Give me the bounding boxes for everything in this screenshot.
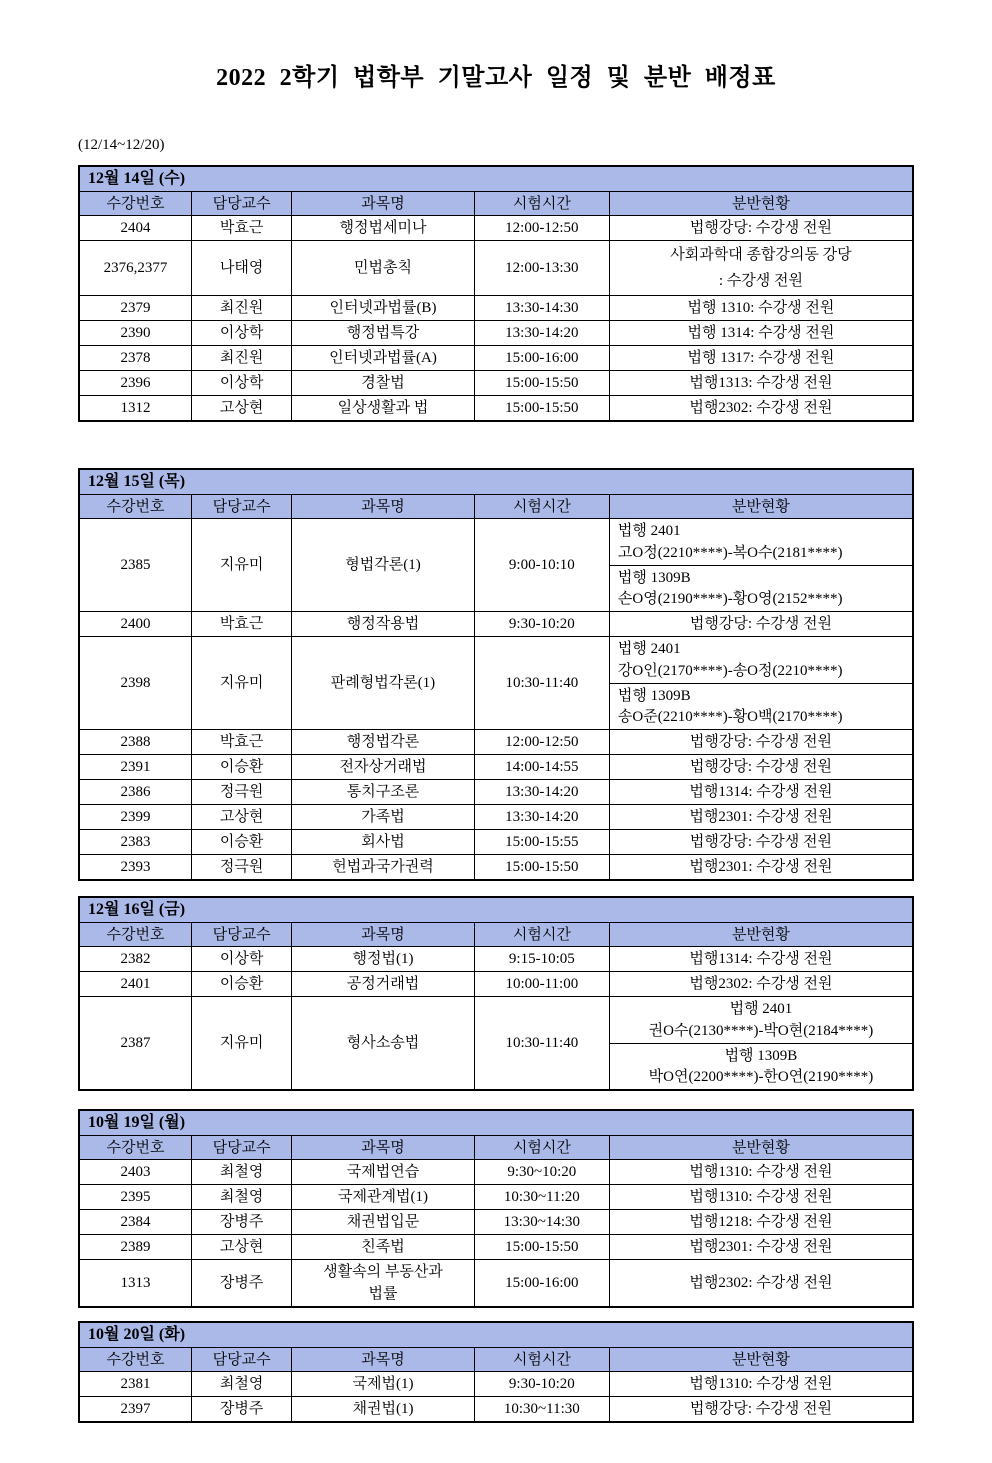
column-header: 분반현황: [609, 1348, 913, 1372]
professor-name: 최철영: [192, 1372, 292, 1397]
subject-name: [292, 1397, 475, 1423]
subject-line: 국제법연습: [346, 1164, 420, 1180]
exam-row: [79, 1185, 913, 1210]
subject-name: [292, 855, 475, 881]
schedule-table-section: [78, 1109, 914, 1308]
column-header: 과목명: [292, 1136, 475, 1160]
exam-time: 9:00-10:10: [474, 519, 609, 612]
course-number: 1313: [79, 1260, 192, 1308]
subject-name: [292, 997, 475, 1091]
assignment-line: 송O준(2210****)-황O백(2170****): [617, 709, 843, 726]
exam-row: [79, 296, 913, 321]
exam-time: 9:30-10:20: [474, 1372, 609, 1397]
column-header: 시험시간: [474, 495, 609, 519]
course-number: 2383: [79, 830, 192, 855]
professor-name: 이상학: [192, 321, 292, 346]
subject-name: [292, 780, 475, 805]
assignment-line: 사회과학대 종합강의동 강당: [670, 247, 852, 263]
exam-time: 15:00-15:50: [474, 396, 609, 422]
assignment-line: 법행 1309B: [617, 687, 691, 704]
schedule-table-section: [78, 896, 914, 1091]
exam-row: [79, 1260, 913, 1308]
assignment-line: 법행강당: 수강생 전원: [689, 220, 832, 236]
assignment-line: 법행2301: 수강생 전원: [689, 809, 833, 825]
header-row: [79, 1136, 913, 1160]
subject-name: [292, 805, 475, 830]
subject-name: [292, 612, 475, 637]
assignment-line: 손O영(2190****)-황O영(2152****): [617, 591, 843, 608]
subject-name: [292, 519, 475, 612]
course-number: 2382: [79, 947, 192, 972]
date-row: [79, 1322, 913, 1348]
document-title: 2022 2학기 법학부 기말고사 일정 및 분반 배정표: [216, 65, 776, 91]
professor-name: 지유미: [192, 519, 292, 612]
subject-line: 가족법: [361, 809, 405, 825]
table-date-label: 12월 14일 (수): [79, 166, 913, 192]
exam-row: [79, 997, 913, 1091]
course-number: 2378: [79, 346, 192, 371]
section-assignment: [609, 241, 913, 296]
subject-line: 행정법각론: [346, 734, 420, 750]
subject-line: 형법각론(1): [345, 557, 421, 573]
course-number: 2396: [79, 371, 192, 396]
exam-row: [79, 612, 913, 637]
exam-row: [79, 216, 913, 241]
section-assignment: [609, 1397, 913, 1423]
schedule-table-section: [78, 468, 914, 881]
course-number: 2390: [79, 321, 192, 346]
assignment-line: 법행강당: 수강생 전원: [689, 834, 832, 850]
assignment-line: 법행 1309B: [724, 1047, 798, 1064]
exam-time: 15:00-15:55: [474, 830, 609, 855]
exam-row: [79, 1160, 913, 1185]
column-header: 수강번호: [79, 495, 192, 519]
assignment-line: 법행강당: 수강생 전원: [689, 759, 832, 775]
assignment-line: 권O수(2130****)-박O현(2184****): [648, 1023, 874, 1039]
header-row: [79, 495, 913, 519]
assignment-line: 법행1310: 수강생 전원: [689, 1189, 833, 1205]
exam-row: [79, 1372, 913, 1397]
assignment-line: 법행강당: 수강생 전원: [689, 616, 832, 632]
column-header: 수강번호: [79, 1136, 192, 1160]
section-assignment: [609, 321, 913, 346]
header-row: [79, 1348, 913, 1372]
exam-time: 15:00-15:50: [474, 1235, 609, 1260]
exam-row: [79, 1235, 913, 1260]
assignment-line: 법행 1310: 수강생 전원: [687, 300, 835, 316]
subject-name: [292, 1235, 475, 1260]
exam-time: 13:30-14:30: [474, 296, 609, 321]
course-number: 2403: [79, 1160, 192, 1185]
assignment-line: 법행 1314: 수강생 전원: [687, 325, 835, 341]
course-number: 2388: [79, 730, 192, 755]
exam-schedule-table: [78, 1321, 914, 1423]
exam-time: 13:30-14:20: [474, 805, 609, 830]
date-range-note: (12/14~12/20): [78, 137, 165, 153]
subject-line: 헌법과국가권력: [332, 859, 434, 875]
assignment-line: 법행1310: 수강생 전원: [689, 1164, 833, 1180]
exam-time: 10:00-11:00: [474, 972, 609, 997]
exam-row: [79, 519, 913, 612]
exam-row: [79, 972, 913, 997]
course-number: 2391: [79, 755, 192, 780]
exam-row: [79, 947, 913, 972]
exam-row: [79, 346, 913, 371]
section-assignment: [609, 805, 913, 830]
exam-row: [79, 830, 913, 855]
date-row: [79, 469, 913, 495]
course-number: 2398: [79, 637, 192, 730]
course-number: 2399: [79, 805, 192, 830]
assignment-part: [610, 637, 912, 683]
exam-time: 10:30~11:20: [474, 1185, 609, 1210]
subject-name: [292, 1260, 475, 1308]
column-header: 수강번호: [79, 923, 192, 947]
header-row: [79, 923, 913, 947]
course-number: 2395: [79, 1185, 192, 1210]
professor-name: 정극원: [192, 855, 292, 881]
exam-time: 12:00-12:50: [474, 216, 609, 241]
subject-line: 민법총칙: [353, 260, 412, 276]
professor-name: 지유미: [192, 997, 292, 1091]
course-number: 2379: [79, 296, 192, 321]
subject-name: [292, 241, 475, 296]
exam-time: 9:30~10:20: [474, 1160, 609, 1185]
section-assignment: [609, 1260, 913, 1308]
course-number: 2393: [79, 855, 192, 881]
professor-name: 이승환: [192, 972, 292, 997]
subject-line: 채권법(1): [352, 1401, 414, 1417]
professor-name: 이상학: [192, 371, 292, 396]
column-header: 과목명: [292, 1348, 475, 1372]
subject-name: [292, 296, 475, 321]
column-header: 과목명: [292, 923, 475, 947]
section-assignment: [609, 519, 913, 612]
subject-name: [292, 346, 475, 371]
date-row: [79, 166, 913, 192]
exam-time: 9:15-10:05: [474, 947, 609, 972]
subject-line: 판례형법각론(1): [330, 675, 436, 691]
subject-name: [292, 1160, 475, 1185]
assignment-line: 고O정(2210****)-복O수(2181****): [617, 545, 843, 561]
course-number: 2381: [79, 1372, 192, 1397]
assignment-part: [610, 565, 912, 611]
assignment-line: 법행강당: 수강생 전원: [689, 734, 832, 750]
professor-name: 최진원: [192, 296, 292, 321]
assignment-line: 법행2302: 수강생 전원: [689, 976, 833, 992]
column-header: 시험시간: [474, 1348, 609, 1372]
course-number: 2389: [79, 1235, 192, 1260]
assignment-line: 법행2301: 수강생 전원: [689, 859, 833, 875]
exam-row: [79, 371, 913, 396]
subject-line: 인터넷과법률(A): [329, 350, 437, 366]
professor-name: 이승환: [192, 830, 292, 855]
section-assignment: [609, 972, 913, 997]
subject-name: [292, 972, 475, 997]
subject-line: 인터넷과법률(B): [329, 300, 437, 316]
exam-row: [79, 321, 913, 346]
exam-time: 10:30-11:40: [474, 637, 609, 730]
column-header: 수강번호: [79, 1348, 192, 1372]
professor-name: 장병주: [192, 1260, 292, 1308]
subject-name: [292, 947, 475, 972]
exam-time: 15:00-15:50: [474, 855, 609, 881]
exam-schedule-table: [78, 896, 914, 1091]
assignment-line: 법행 2401: [729, 1001, 793, 1017]
exam-time: 10:30~11:30: [474, 1397, 609, 1423]
exam-schedule-table: [78, 468, 914, 881]
subject-line: 일상생활과 법: [337, 400, 429, 416]
subject-name: [292, 1372, 475, 1397]
professor-name: 지유미: [192, 637, 292, 730]
professor-name: 고상현: [192, 396, 292, 422]
exam-time: 13:30-14:20: [474, 780, 609, 805]
column-header: 시험시간: [474, 923, 609, 947]
exam-row: [79, 730, 913, 755]
subject-line: 행정법특강: [346, 325, 420, 341]
subject-name: [292, 396, 475, 422]
course-number: 2384: [79, 1210, 192, 1235]
section-assignment: [609, 396, 913, 422]
subject-line: 국제관계법(1): [338, 1189, 428, 1205]
header-row: [79, 192, 913, 216]
subject-line: 전자상거래법: [339, 759, 427, 775]
course-number: 2404: [79, 216, 192, 241]
course-number: 2400: [79, 612, 192, 637]
professor-name: 박효근: [192, 730, 292, 755]
column-header: 시험시간: [474, 1136, 609, 1160]
exam-row: [79, 637, 913, 730]
exam-time: 13:30~14:30: [474, 1210, 609, 1235]
section-assignment: [609, 755, 913, 780]
exam-row: [79, 855, 913, 881]
course-number: 2376,2377: [79, 241, 192, 296]
section-assignment: [609, 1185, 913, 1210]
assignment-line: 강O인(2170****)-송O정(2210****): [617, 663, 843, 679]
section-assignment: [609, 612, 913, 637]
section-assignment: [609, 1210, 913, 1235]
course-number: 2397: [79, 1397, 192, 1423]
date-row: [79, 897, 913, 923]
course-number: 2401: [79, 972, 192, 997]
assignment-line: 법행1313: 수강생 전원: [689, 375, 833, 391]
column-header: 수강번호: [79, 192, 192, 216]
section-assignment: [609, 637, 913, 730]
date-row: [79, 1110, 913, 1136]
column-header: 시험시간: [474, 192, 609, 216]
exam-row: [79, 805, 913, 830]
subject-name: [292, 1185, 475, 1210]
assignment-part: [610, 1043, 912, 1089]
course-number: 2386: [79, 780, 192, 805]
professor-name: 최철영: [192, 1160, 292, 1185]
exam-time: 15:00-16:00: [474, 1260, 609, 1308]
subject-line: 행정법(1): [352, 951, 414, 967]
assignment-part: [610, 997, 912, 1043]
assignment-line: 법행 1309B: [617, 569, 691, 586]
section-assignment: [609, 216, 913, 241]
subject-name: [292, 637, 475, 730]
section-assignment: [609, 1372, 913, 1397]
subject-name: [292, 730, 475, 755]
assignment-part: [610, 519, 912, 565]
section-assignment: [609, 1160, 913, 1185]
assignment-line: 법행1314: 수강생 전원: [689, 784, 833, 800]
assignment-part: [610, 683, 912, 729]
schedule-table-section: [78, 165, 914, 422]
assignment-line: 법행강당: 수강생 전원: [689, 1401, 832, 1417]
subject-line: 행정작용법: [346, 616, 420, 632]
subject-name: [292, 371, 475, 396]
assignment-line: 박O연(2200****)-한O연(2190****): [648, 1069, 874, 1086]
subject-name: [292, 755, 475, 780]
column-header: 과목명: [292, 192, 475, 216]
assignment-line: 법행 1317: 수강생 전원: [687, 350, 835, 366]
column-header: 과목명: [292, 495, 475, 519]
section-assignment: [609, 296, 913, 321]
assignment-line: 법행1218: 수강생 전원: [689, 1214, 833, 1230]
course-number: 2387: [79, 997, 192, 1091]
professor-name: 박효근: [192, 612, 292, 637]
subject-line: 회사법: [361, 834, 405, 850]
column-header: 담당교수: [192, 495, 292, 519]
assignment-line: : 수강생 전원: [718, 273, 803, 289]
subject-line: 행정법세미나: [339, 220, 427, 236]
section-assignment: [609, 855, 913, 881]
professor-name: 최철영: [192, 1185, 292, 1210]
assignment-line: 법행 2401: [617, 523, 681, 539]
assignment-line: 법행 2401: [617, 641, 681, 657]
professor-name: 장병주: [192, 1397, 292, 1423]
section-assignment: [609, 947, 913, 972]
table-date-label: 10월 20일 (화): [79, 1322, 913, 1348]
column-header: 분반현황: [609, 1136, 913, 1160]
professor-name: 최진원: [192, 346, 292, 371]
schedule-tables: [78, 165, 914, 1423]
column-header: 분반현황: [609, 923, 913, 947]
column-header: 담당교수: [192, 1136, 292, 1160]
subject-line: 생활속의 부동산과: [323, 1264, 443, 1280]
assignment-line: 법행2302: 수강생 전원: [689, 1275, 833, 1291]
exam-time: 15:00-16:00: [474, 346, 609, 371]
exam-time: 9:30-10:20: [474, 612, 609, 637]
table-date-label: 10월 19일 (월): [79, 1110, 913, 1136]
professor-name: 박효근: [192, 216, 292, 241]
exam-time: 12:00-12:50: [474, 730, 609, 755]
subject-name: [292, 830, 475, 855]
exam-time: 14:00-14:55: [474, 755, 609, 780]
exam-schedule-table: [78, 1109, 914, 1308]
exam-time: 12:00-13:30: [474, 241, 609, 296]
column-header: 담당교수: [192, 923, 292, 947]
subject-name: [292, 216, 475, 241]
subject-line: 경찰법: [361, 375, 405, 391]
exam-row: [79, 1210, 913, 1235]
exam-time: 10:30-11:40: [474, 997, 609, 1091]
exam-time: 15:00-15:50: [474, 371, 609, 396]
exam-row: [79, 1397, 913, 1423]
subject-line: 친족법: [361, 1239, 405, 1255]
exam-time: 13:30-14:20: [474, 321, 609, 346]
assignment-line: 법행2301: 수강생 전원: [689, 1239, 833, 1255]
exam-row: [79, 755, 913, 780]
exam-row: [79, 396, 913, 422]
assignment-line: 법행1314: 수강생 전원: [689, 951, 833, 967]
subject-name: [292, 1210, 475, 1235]
subject-name: [292, 321, 475, 346]
table-date-label: 12월 16일 (금): [79, 897, 913, 923]
course-number: 2385: [79, 519, 192, 612]
assignment-line: 법행2302: 수강생 전원: [689, 400, 833, 416]
subject-line: 국제법(1): [352, 1376, 414, 1392]
professor-name: 고상현: [192, 805, 292, 830]
section-assignment: [609, 346, 913, 371]
subject-line: 채권법입문: [346, 1214, 420, 1230]
schedule-table-section: [78, 1321, 914, 1423]
exam-row: [79, 780, 913, 805]
subject-line: 법률: [368, 1286, 398, 1302]
professor-name: 나태영: [192, 241, 292, 296]
professor-name: 장병주: [192, 1210, 292, 1235]
assignment-line: 법행1310: 수강생 전원: [689, 1376, 833, 1392]
professor-name: 고상현: [192, 1235, 292, 1260]
professor-name: 이승환: [192, 755, 292, 780]
section-assignment: [609, 780, 913, 805]
section-assignment: [609, 730, 913, 755]
exam-row: [79, 241, 913, 296]
section-assignment: [609, 997, 913, 1091]
column-header: 담당교수: [192, 1348, 292, 1372]
professor-name: 이상학: [192, 947, 292, 972]
subject-line: 통치구조론: [346, 784, 420, 800]
column-header: 분반현황: [609, 495, 913, 519]
subject-line: 공정거래법: [346, 976, 420, 992]
table-date-label: 12월 15일 (목): [79, 469, 913, 495]
column-header: 분반현황: [609, 192, 913, 216]
section-assignment: [609, 1235, 913, 1260]
column-header: 담당교수: [192, 192, 292, 216]
exam-schedule-table: [78, 165, 914, 422]
section-assignment: [609, 371, 913, 396]
subject-line: 형사소송법: [346, 1035, 420, 1051]
section-assignment: [609, 830, 913, 855]
professor-name: 정극원: [192, 780, 292, 805]
course-number: 1312: [79, 396, 192, 422]
